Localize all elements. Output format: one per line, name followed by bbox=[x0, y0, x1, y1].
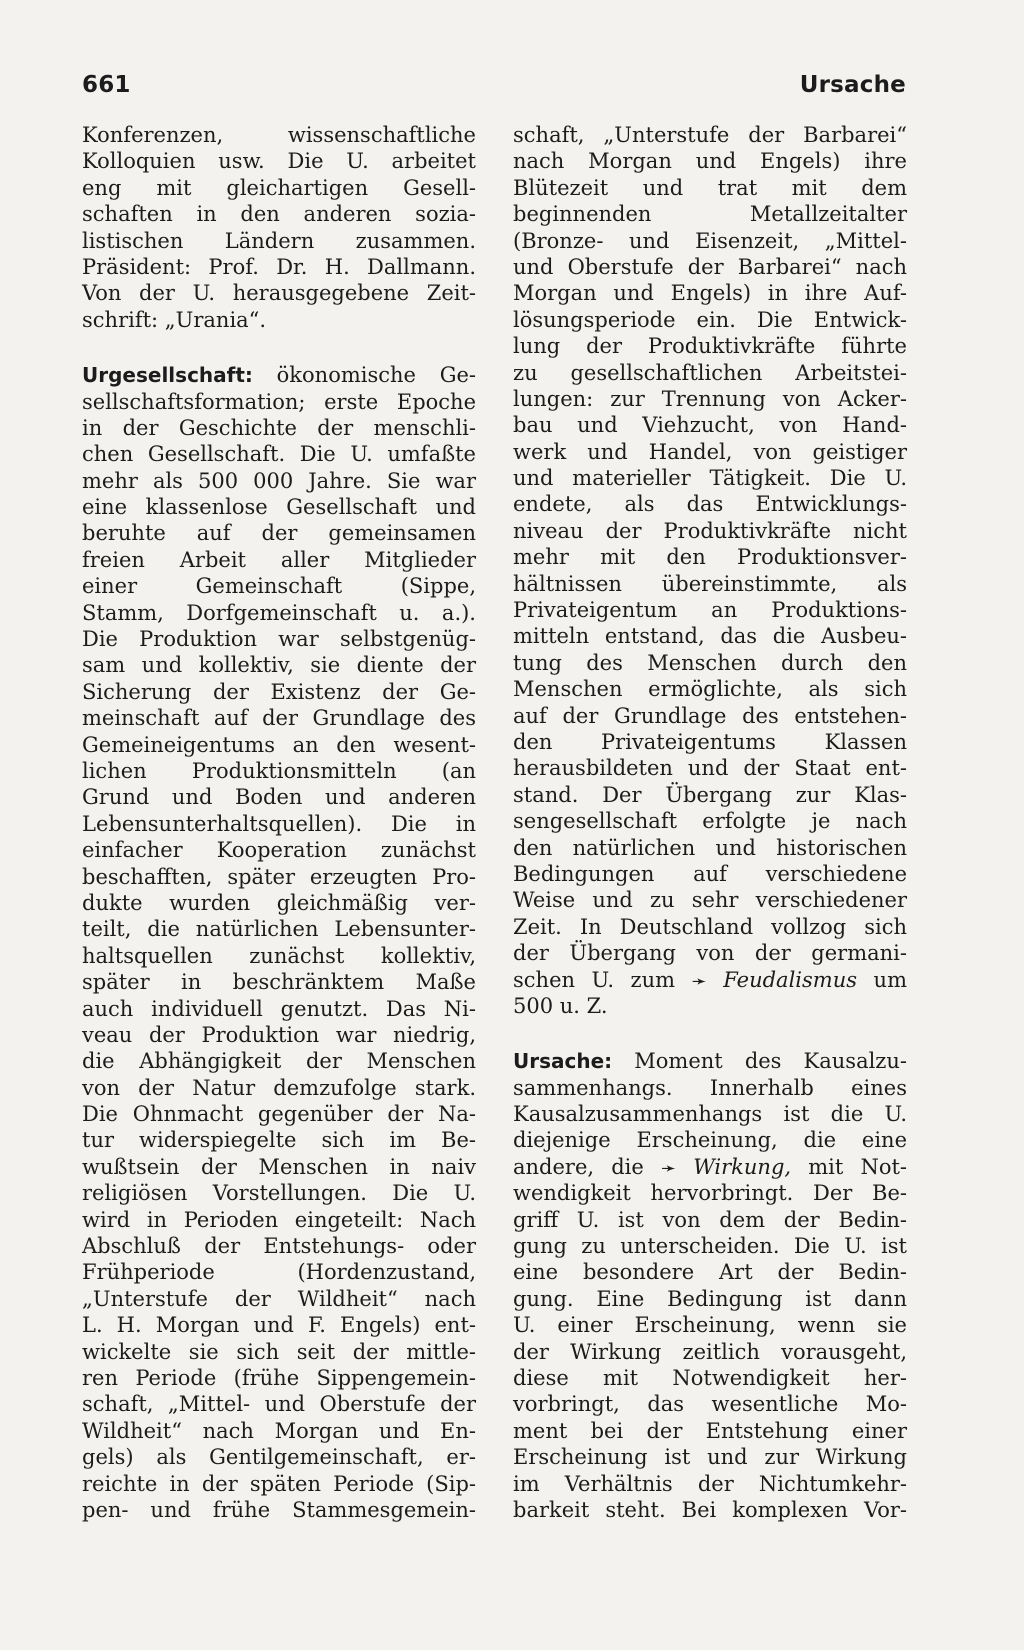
text-line: Blütezeit und trat mit dem bbox=[513, 175, 907, 200]
text-line: wendigkeit hervorbringt. Der Be- bbox=[513, 1181, 907, 1206]
text-line: einfacher Kooperation zunächst bbox=[82, 838, 476, 863]
text-line: hältnissen übereinstimmte, als bbox=[513, 571, 907, 596]
text-line: chen Gesellschaft. Die U. umfaßte bbox=[82, 442, 476, 467]
text-line: in der Geschichte der menschli- bbox=[82, 415, 476, 440]
text-line: der Übergang von der germani- bbox=[513, 941, 907, 966]
text-line: reichte in der späten Periode (Sip- bbox=[82, 1471, 476, 1496]
text-line: und Oberstufe der Barbarei“ nach bbox=[513, 254, 907, 279]
entry-first-line bbox=[513, 1048, 907, 1074]
text-line: freien Arbeit aller Mitglieder bbox=[82, 547, 476, 572]
text-line: Privateigentum an Produktions- bbox=[513, 598, 907, 623]
entry-first-line-text: ökonomische Ge- bbox=[252, 363, 476, 388]
text-line: im Verhältnis der Nichtumkehr- bbox=[513, 1471, 907, 1496]
text-line: Sicherung der Existenz der Ge- bbox=[82, 679, 476, 704]
left-column bbox=[82, 122, 476, 1523]
text-line: griff U. ist von dem der Bedin- bbox=[513, 1207, 907, 1232]
text-line: gung zu unterscheiden. Die U. ist bbox=[513, 1234, 907, 1259]
text-line: niveau der Produktivkräfte nicht bbox=[513, 518, 907, 543]
cross-reference-arrow-icon: ➛ bbox=[660, 1157, 677, 1179]
text-line: den natürlichen und historischen bbox=[513, 835, 907, 860]
text-line: „Unterstufe der Wildheit“ nach bbox=[82, 1286, 476, 1311]
entry-first-line-text: Moment des Kausalzu- bbox=[612, 1049, 907, 1074]
text-line: wickelte sie sich seit der mittle- bbox=[82, 1339, 476, 1364]
text-line: schaft, „Unterstufe der Barbarei“ bbox=[513, 123, 907, 147]
text-line: mehr als 500 000 Jahre. Sie war bbox=[82, 468, 476, 493]
page-number: 661 bbox=[82, 72, 131, 98]
text-line: die Abhängigkeit der Menschen bbox=[82, 1049, 476, 1074]
text-line: schaft, „Mittel- und Oberstufe der bbox=[82, 1392, 476, 1417]
text-line: Die Produktion war selbstgenüg- bbox=[82, 627, 476, 652]
entry-spacing bbox=[513, 1019, 907, 1048]
text-line: eine klassenlose Gesellschaft und bbox=[82, 495, 476, 520]
cross-reference-line bbox=[513, 1154, 907, 1180]
text-line: nach Morgan und Engels) ihre bbox=[513, 149, 907, 174]
cross-reference-wirkung[interactable]: Wirkung, bbox=[693, 1154, 792, 1179]
text-line: Menschen ermöglichte, als sich bbox=[513, 677, 907, 702]
entry-first-line bbox=[82, 362, 476, 388]
text-line: zu gesellschaftlichen Arbeitstei- bbox=[513, 360, 907, 385]
text-line: stand. Der Übergang zur Klas- bbox=[513, 782, 907, 807]
text-line: Wildheit“ nach Morgan und En- bbox=[82, 1418, 476, 1443]
text-line: U. einer Erscheinung, wenn sie bbox=[513, 1313, 907, 1338]
text-line: schaften in den anderen sozia- bbox=[82, 202, 476, 227]
text-line: endete, als das Entwicklungs- bbox=[513, 492, 907, 517]
text-line: beruhte auf der gemeinsamen bbox=[82, 521, 476, 546]
text-line: listischen Ländern zusammen. bbox=[82, 228, 476, 253]
text-line: barkeit steht. Bei komplexen Vor- bbox=[513, 1497, 907, 1522]
entry-ursache bbox=[513, 1048, 907, 1523]
text-line: Kausalzusammenhangs ist die U. bbox=[513, 1102, 907, 1127]
text-line: Erscheinung ist und zur Wirkung bbox=[513, 1445, 907, 1470]
running-head: Ursache bbox=[799, 72, 906, 98]
text-line: ren Periode (frühe Sippengemein- bbox=[82, 1365, 476, 1390]
text-line: sam und kollektiv, sie diente der bbox=[82, 653, 476, 678]
headword-ursache: Ursache: bbox=[513, 1049, 613, 1074]
entry-urgesellschaft bbox=[82, 362, 476, 1523]
text-line: lungen: zur Trennung von Acker- bbox=[513, 386, 907, 411]
text-line: L. H. Morgan und F. Engels) ent- bbox=[82, 1313, 476, 1338]
text-line: auf der Grundlage des entstehen- bbox=[513, 703, 907, 728]
text-fragment: schen U. zum bbox=[513, 967, 692, 992]
text-line: wird in Perioden eingeteilt: Nach bbox=[82, 1207, 476, 1232]
text-line: Von der U. herausgegebene Zeit- bbox=[82, 281, 476, 306]
text-line: Lebensunterhaltsquellen). Die in bbox=[82, 811, 476, 836]
cross-reference-line bbox=[513, 967, 907, 993]
text-line: von der Natur demzufolge stark. bbox=[82, 1075, 476, 1100]
text-line: Die Ohnmacht gegenüber der Na- bbox=[82, 1102, 476, 1127]
cross-reference-arrow-icon: ➛ bbox=[691, 970, 707, 992]
text-line: vorbringt, das wesentliche Mo- bbox=[513, 1392, 907, 1417]
text-line: Kolloquien usw. Die U. arbeitet bbox=[82, 149, 476, 174]
text-fragment: mit Not- bbox=[791, 1154, 907, 1179]
text-line: lung der Produktivkräfte führte bbox=[513, 334, 907, 359]
urgesellschaft-entry-continuation bbox=[513, 122, 907, 1019]
text-line: teilt, die natürlichen Lebensunter- bbox=[82, 917, 476, 942]
text-line: herausbildeten und der Staat ent- bbox=[513, 756, 907, 781]
headword-urgesellschaft: Urgesellschaft: bbox=[82, 363, 253, 388]
text-line: Präsident: Prof. Dr. H. Dallmann. bbox=[82, 254, 476, 279]
entry-spacing bbox=[82, 333, 476, 362]
text-line: tur widerspiegelte sich im Be- bbox=[82, 1128, 476, 1153]
text-line: auch individuell genutzt. Das Ni- bbox=[82, 996, 476, 1021]
text-line: veau der Produktion war niedrig, bbox=[82, 1022, 476, 1047]
text-line: Morgan und Engels) in ihre Auf- bbox=[513, 281, 907, 306]
text-line: sammenhangs. Innerhalb eines bbox=[513, 1075, 907, 1100]
text-line: meinschaft auf der Grundlage des bbox=[82, 706, 476, 731]
text-line: einer Gemeinschaft (Sippe, bbox=[82, 574, 476, 599]
right-column bbox=[513, 122, 907, 1523]
text-line: diejenige Erscheinung, die eine bbox=[513, 1128, 907, 1153]
text-line: schrift: „Urania“. bbox=[82, 307, 267, 332]
text-line: religiösen Vorstellungen. Die U. bbox=[82, 1181, 476, 1206]
text-line: eng mit gleichartigen Gesell- bbox=[82, 175, 476, 200]
text-line: 500 u. Z. bbox=[513, 993, 608, 1018]
text-line: wußtsein der Menschen in naiv bbox=[82, 1154, 476, 1179]
text-line: (Bronze- und Eisenzeit, „Mittel- bbox=[513, 228, 907, 253]
cross-reference-feudalismus[interactable]: Feudalismus bbox=[723, 967, 857, 992]
text-line: sellschaftsformation; erste Epoche bbox=[82, 389, 476, 414]
text-line: bau und Viehzucht, von Hand- bbox=[513, 413, 907, 438]
text-line: der Wirkung zeitlich vorausgeht, bbox=[513, 1339, 907, 1364]
text-line: werk und Handel, von geistiger bbox=[513, 439, 907, 464]
text-line: lösungsperiode ein. Die Entwick- bbox=[513, 307, 907, 332]
text-line: später in beschränktem Maße bbox=[82, 970, 476, 995]
text-line: Bedingungen auf verschiedene bbox=[513, 861, 907, 886]
text-line: mehr mit den Produktionsver- bbox=[513, 545, 907, 570]
text-fragment: um bbox=[857, 967, 907, 992]
text-line: tung des Menschen durch den bbox=[513, 650, 907, 675]
text-line: pen- und frühe Stammesgemein- bbox=[82, 1497, 476, 1522]
text-line: Konferenzen, wissenschaftliche bbox=[82, 123, 476, 147]
text-line: und materieller Tätigkeit. Die U. bbox=[513, 466, 907, 491]
text-line: Abschluß der Entstehungs- oder bbox=[82, 1234, 476, 1259]
text-line: gels) als Gentilgemeinschaft, er- bbox=[82, 1445, 476, 1470]
text-line: haltsquellen zunächst kollektiv, bbox=[82, 943, 476, 968]
text-line: dukte wurden gleichmäßig ver- bbox=[82, 890, 476, 915]
text-fragment: andere, die bbox=[513, 1154, 661, 1179]
text-line: eine besondere Art der Bedin- bbox=[513, 1260, 907, 1285]
text-line: Grund und Boden und anderen bbox=[82, 785, 476, 810]
text-line: gung. Eine Bedingung ist dann bbox=[513, 1286, 907, 1311]
text-line: sengesellschaft erfolgte je nach bbox=[513, 809, 907, 834]
text-line: beschafften, später erzeugten Pro- bbox=[82, 864, 476, 889]
text-line: den Privateigentums Klassen bbox=[513, 729, 907, 754]
text-line: Stamm, Dorfgemeinschaft u. a.). bbox=[82, 600, 476, 625]
text-line: beginnenden Metallzeitalter bbox=[513, 202, 907, 227]
text-line: Gemeineigentums an den wesent- bbox=[82, 732, 476, 757]
text-line: Frühperiode (Hordenzustand, bbox=[82, 1260, 476, 1285]
text-line: lichen Produktionsmitteln (an bbox=[82, 758, 476, 783]
urania-entry-continuation bbox=[82, 122, 476, 333]
text-line: mitteln entstand, das die Ausbeu- bbox=[513, 624, 907, 649]
text-line: diese mit Notwendigkeit her- bbox=[513, 1365, 907, 1390]
text-line: Weise und zu sehr verschiedener bbox=[513, 888, 907, 913]
text-line: Zeit. In Deutschland vollzog sich bbox=[513, 914, 907, 939]
text-line: ment bei der Entstehung einer bbox=[513, 1418, 907, 1443]
